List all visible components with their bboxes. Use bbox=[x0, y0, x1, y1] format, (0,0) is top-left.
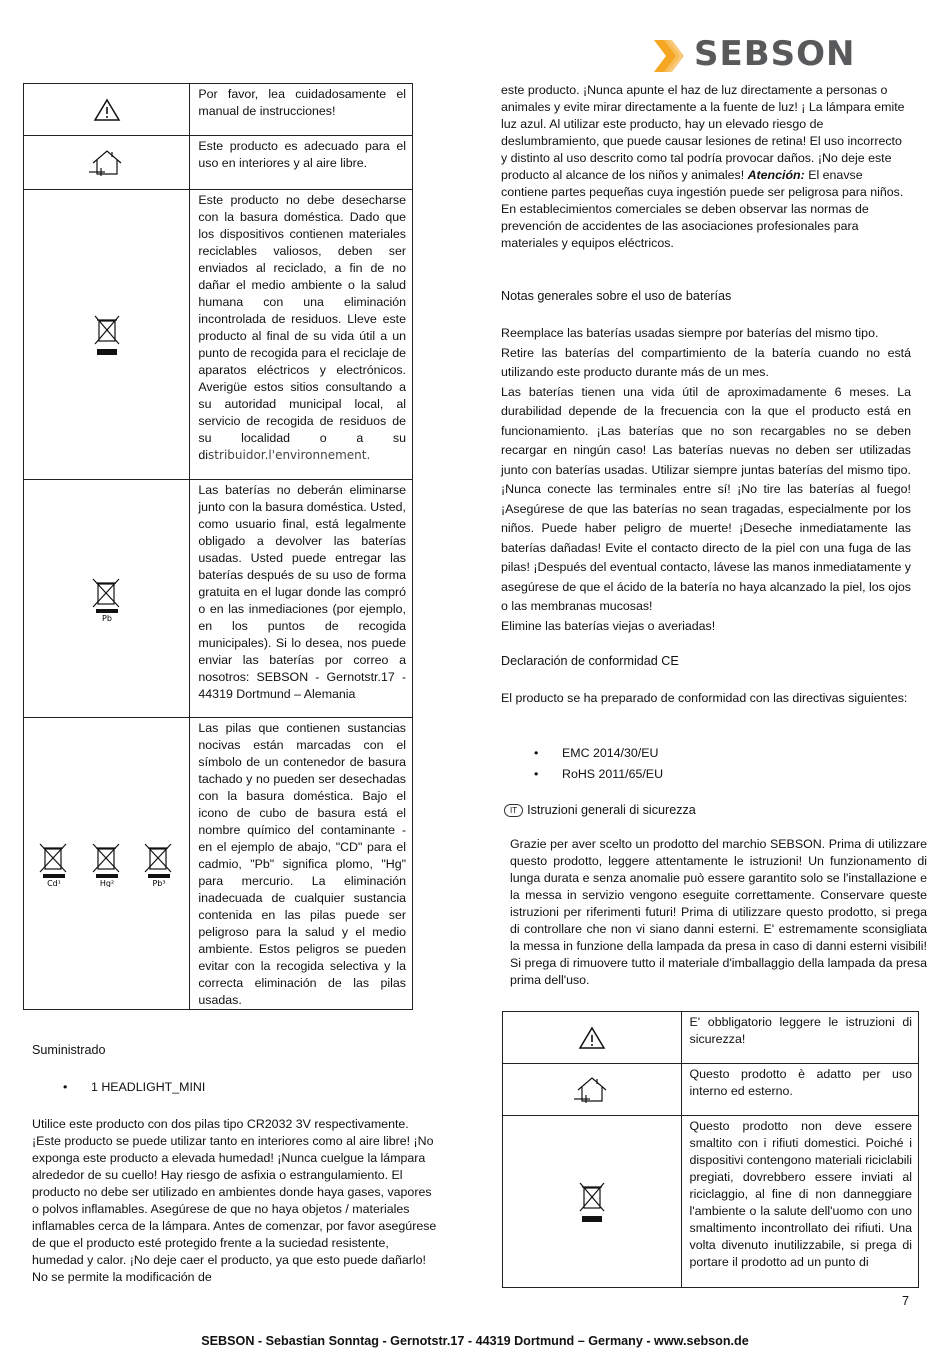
indoor-outdoor-house-icon bbox=[572, 1073, 612, 1107]
batteries-paragraph: Las baterías tienen una vida útil de aproximadamente 6 meses. La durabilidad depende de la frecuencia con la que el producto está en funcionamiento. ¡Las baterías que no son recargables no se deben recargar en ningún caso! Las baterías nuevas no deben ser utilizadas junto con baterías usadas. Utilizar siempre juntas baterías del mismo tipo. ¡Nunca conecte las terminales entre sí! ¡No tire las baterías al fuego! ¡Asegúrese de que las baterías no sean tragadas, especialmente por los niños. Puede haber peligro de muerte! ¡Deseche inmediatamente las baterías dañadas! Evite el contacto directo de la piel con una fuga de las pilas! ¡Después del eventual contacto, lávese las manos inmediatamente y asegúrese de que el ácido de la batería no haya alcanzado la piel, los ojos o las membranas mucosas! bbox=[501, 384, 911, 613]
table-cell-text: Questo prodotto è adatto per uso interno ed esterno. bbox=[681, 1064, 918, 1116]
crossed-bin-hg-icon bbox=[90, 841, 124, 887]
batteries-paragraph: Reemplace las baterías usadas siempre por baterías del mismo tipo. bbox=[501, 326, 879, 340]
warning-triangle-icon bbox=[93, 98, 121, 122]
table-row bbox=[24, 190, 413, 480]
warnings-continuation bbox=[501, 82, 911, 252]
attention-label: Atención: bbox=[747, 168, 805, 182]
list-item: • RoHS 2011/65/EU bbox=[562, 767, 663, 781]
table-cell-text: Las baterías no deberán eliminarse junto con la basura doméstica. Usted, como usuario final, está legalmente obligado a devolver las baterías usadas. Usted puede entregar las baterías después de su uso de forma gratuita en el lugar donde las compró o en las inmediaciones (por ejemplo, en los puntos de recogida municipales). Si lo desea, nos puede enviar las baterías por correo a nosotros: SEBSON - Gernotstr.17 - 44319 Dortmund – Alemania bbox=[190, 480, 413, 718]
brand-logo bbox=[650, 34, 860, 74]
bin-label: Cd¹ bbox=[47, 878, 62, 887]
bin-label: Pb³ bbox=[152, 878, 166, 887]
batteries-paragraph: Retire las baterías del compartimiento de la batería cuando no está utilizando este producto durante más de un mes. bbox=[501, 345, 911, 379]
list-item: • 1 HEADLIGHT_MINI bbox=[91, 1080, 205, 1094]
table-row bbox=[503, 1116, 919, 1288]
disposal-text: Este producto no debe desecharse con la basura doméstica. Dado que los dispositivos contienen materiales reciclables valiosos, deben ser enviados al reciclado, a fin de no dañar el medio ambiente o la salud humana con una eliminación incontrolada de residuos. Lleve este producto al final de su vida útil a un punto de recogida para el reciclaje de aparatos eléctricos y electrónicos. Averigüe estos sitios consultando a su autoridad municipal local, al servicio de recogida de residuos de su localidad o a su di bbox=[198, 193, 406, 462]
language-badge: IT bbox=[504, 804, 523, 817]
indoor-outdoor-house-icon bbox=[87, 146, 127, 180]
crossed-bin-pb-icon bbox=[90, 576, 124, 622]
crossed-bin-cd-icon bbox=[37, 841, 71, 887]
ce-heading: Declaración de conformidad CE bbox=[501, 654, 679, 668]
left-symbol-table bbox=[23, 83, 413, 1010]
it-heading-row bbox=[504, 803, 696, 817]
table-row bbox=[24, 718, 413, 1010]
chevron-logo-icon bbox=[650, 36, 690, 76]
crossed-bin-pb-icon bbox=[142, 841, 176, 887]
three-crossed-bins-icon bbox=[24, 841, 189, 887]
disposal-text-tail: stribuidor.l'environnement. bbox=[208, 448, 371, 462]
batteries-heading: Notas generales sobre el uso de baterías bbox=[501, 289, 732, 303]
crossed-bin-icon bbox=[577, 1180, 607, 1224]
batteries-text bbox=[501, 324, 911, 636]
brand-name: SEBSON bbox=[694, 34, 856, 74]
bin-label: Hg² bbox=[99, 878, 114, 887]
attention-text: El enavse contiene partes pequeñas cuya ingestión puede ser peligrosa para niños. En establecimientos comerciales se deben observar las normas de prevención de accidentes de las asociaciones profesionales para materiales y equipos eléctricos. bbox=[501, 168, 904, 250]
table-row bbox=[24, 84, 413, 136]
warning-triangle-icon bbox=[578, 1026, 606, 1050]
page-number: 7 bbox=[902, 1294, 910, 1308]
list-item: • EMC 2014/30/EU bbox=[562, 746, 658, 760]
table-row bbox=[503, 1012, 919, 1064]
table-cell-text: E' obbligatorio leggere le istruzioni di sicurezza! bbox=[681, 1012, 918, 1064]
right-symbol-table bbox=[502, 1011, 919, 1288]
table-row bbox=[24, 480, 413, 718]
table-cell-text: Este producto es adecuado para el uso en interiores y al aire libre. bbox=[190, 136, 413, 190]
table-cell-text: Por favor, lea cuidadosamente el manual de instrucciones! bbox=[190, 84, 413, 136]
table-row bbox=[503, 1064, 919, 1116]
batteries-paragraph: Elimine las baterías viejas o averiadas! bbox=[501, 618, 716, 633]
table-cell-text: Questo prodotto non deve essere smaltito con i rifiuti domestici. Poiché i dispositivi contengono materiali riciclabili pregiati, dovrebbero essere inviati al riciclaggio, al fine di non danneggiare l'ambiente o la salute dell'uomo con uno smaltimento incontrollato dei rifiuti. Una volta divenuto inutilizzabile, si prega di portare il prodotto ad un punto di bbox=[681, 1116, 918, 1288]
suministrado-paragraph: Utilice este producto con dos pilas tipo CR2032 3V respectivamente. ¡Este producto se puede utilizar tanto en interiores como al aire libre! ¡No exponga este producto a elevada humedad! ¡Nunca cuelgue la lámpara alrededor de su cuello! Hay riesgo de asfixia o estrangulamiento. El producto no debe ser utilizado en ambientes donde haya gases, vapores o polvos inflamables. Asegúrese de que no haya objetos / materiales inflamables cerca de la lámpara. Antes de comenzar, por favor asegúrese de que el producto esté protegido frente a la suciedad resistente, humedad y calor. ¡No deje caer el producto, ya que esto puede dañarlo! No se permite la modificación de bbox=[32, 1117, 437, 1284]
crossed-bin-icon bbox=[92, 313, 122, 357]
bin-label: Pb bbox=[101, 613, 112, 622]
table-row bbox=[24, 136, 413, 190]
table-cell-text: Las pilas que contienen sustancias nocivas están marcadas con el símbolo de un contenedor de basura tachado y no pueden ser desechadas con la basura doméstica. Bajo el icono de cubo de basura está el nombre químico del contaminante - en el ejemplo de abajo, "CD" para el cadmio, "Pb" significa plomo, "Hg" para mercurio. La eliminación inadecuada de cualquier sustancia contenida en las pilas puede ser peligroso para la salud y el medio ambiente. Estos peligros se pueden evitar con la recogida selectiva y la correcta eliminación de las pilas usadas. bbox=[190, 718, 413, 1010]
page-footer: SEBSON - Sebastian Sonntag - Gernotstr.17 - 44319 Dortmund – Germany - www.sebson.de bbox=[201, 1334, 749, 1348]
suministrado-heading: Suministrado bbox=[32, 1043, 106, 1057]
table-cell-text bbox=[190, 190, 413, 480]
ce-text: El producto se ha preparado de conformidad con las directivas siguientes: bbox=[501, 691, 908, 705]
continuation-text: este producto. ¡Nunca apunte el haz de luz directamente a personas o animales y evite mirar directamente a la fuente de luz! ¡ La lámpara emite luz azul. Al utilizar este producto, hay un elevado riesgo de deslumbramiento, que puede causar lesiones de retina! El uso incorrecto y distinto al uso descrito como tal podría provocar daños. ¡No deje este producto al alcance de los niños y animales! bbox=[501, 83, 905, 182]
it-text: Grazie per aver scelto un prodotto del marchio SEBSON. Prima di utilizzare questo prodotto, leggere attentamente le istruzioni! Un funzionamento di lunga durata e senza anomalie può essere garantito solo se l'installazione e la messa in servizio vengono eseguite correttamente. Conservare queste istruzioni per riferimenti futuri! Prima di utilizzare questo prodotto, si prega di controllare che non vi siano danni esterni. E' estremamente sconsigliata la messa in funzione della lampada da presa in caso di danni esterni visibili! Si prega di rimuovere tutto il materiale d'imballaggio della lampada da presa prima dell'uso. bbox=[510, 837, 927, 987]
it-heading: Istruzioni generali di sicurezza bbox=[527, 803, 696, 817]
